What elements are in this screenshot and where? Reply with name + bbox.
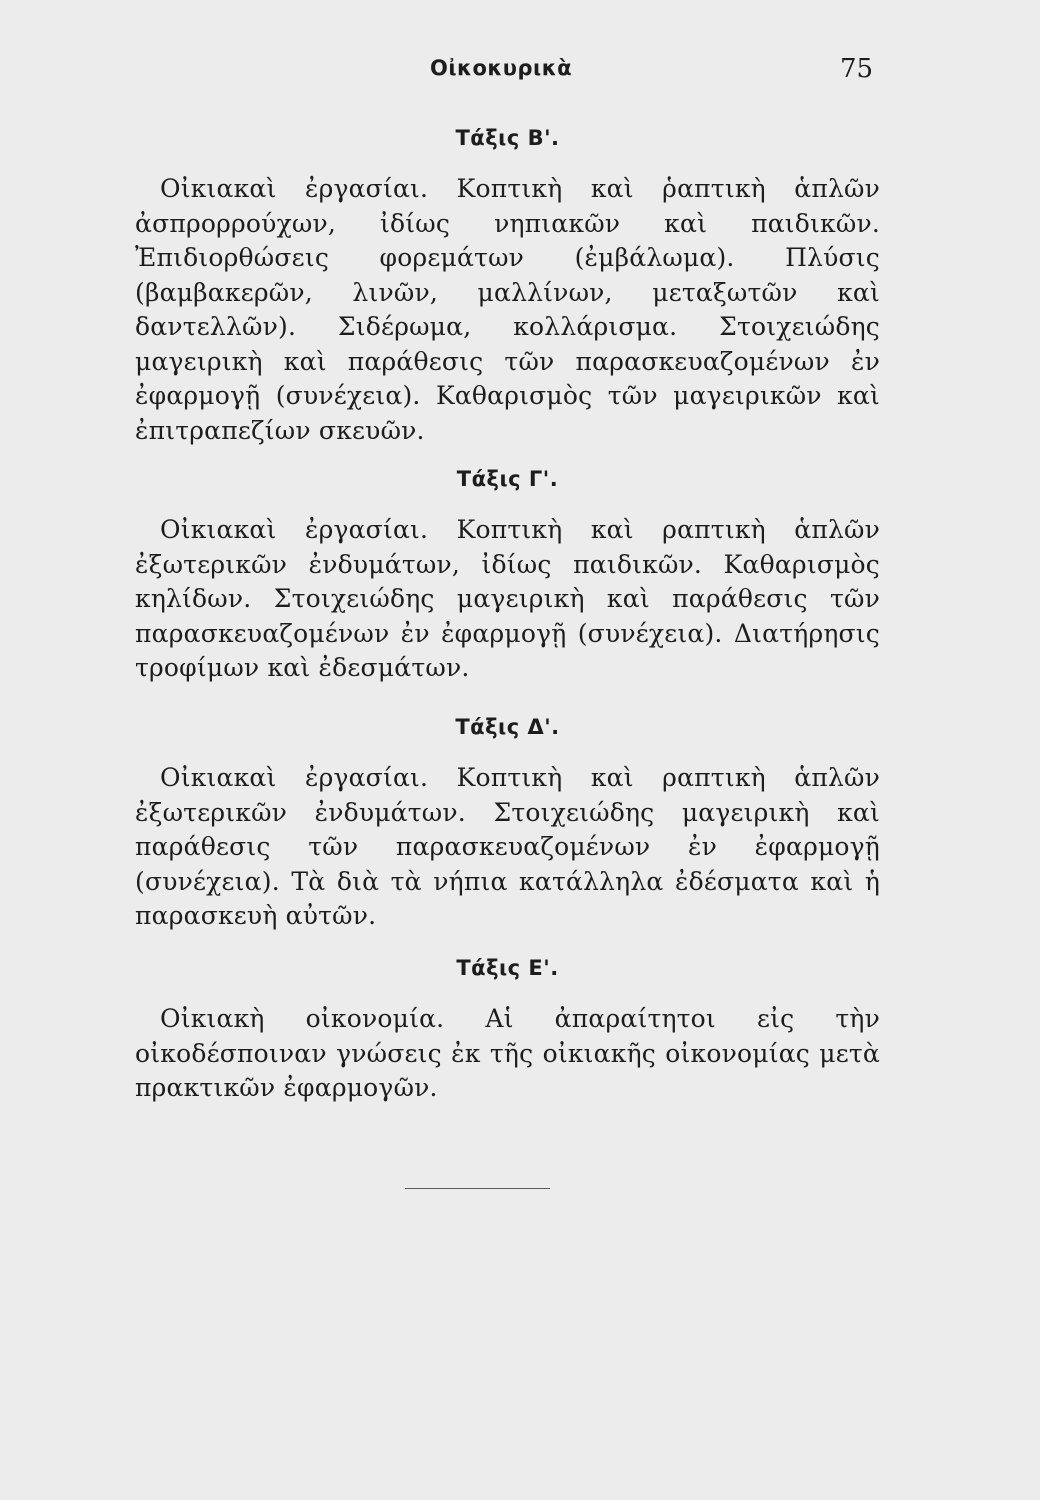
- section-paragraph: Οἰκιακὴ οἰκονομία. Αἱ ἀπαραίτητοι εἰς τὴν οἰκοδέσποιναν γνώσεις ἐκ τῆς οἰκιακῆς οἰκονομίας μετὰ πρακτικῶν ἐφαρμογῶν.: [135, 1004, 880, 1102]
- section-paragraph: Οἰκιακαὶ ἐργασίαι. Κοπτικὴ καὶ ραπτικὴ ἁπλῶν ἐξωτερικῶν ἐνδυμάτων. Στοιχειώδης μαγειρικὴ καὶ παράθεσις τῶν παρασκευαζομένων ἐν ἐφαρμογῇ (συνέχεια). Τὰ διὰ τὰ νήπια κατάλληλα ἐδέσματα καὶ ἡ παρασκευὴ αὐτῶν.: [135, 763, 880, 930]
- section-heading: Τάξις Δ'.: [455, 715, 560, 739]
- running-title: Οἰκοκυρικὰ: [430, 56, 573, 80]
- section-taxis-b: [135, 126, 880, 448]
- running-header: [0, 56, 1040, 90]
- section-paragraph: Οἰκιακαὶ ἐργασίαι. Κοπτικὴ καὶ ραπτικὴ ἁπλῶν ἐξωτερικῶν ἐνδυμάτων, ἰδίως παιδικῶν. Καθαρισμὸς κηλίδων. Στοιχειώδης μαγειρικὴ καὶ παράθεσις τῶν παρασκευαζομένων ἐν ἐφαρμογῇ (συνέχεια). Διατήρησις τροφίμων καὶ ἐδεσμάτων.: [135, 515, 880, 682]
- section-heading: Τάξις Ε'.: [456, 956, 559, 980]
- section-heading: Τάξις Γ'.: [456, 467, 559, 491]
- page-number: 75: [840, 54, 874, 84]
- end-rule-divider: [405, 1188, 550, 1189]
- section-taxis-e: [135, 956, 880, 1106]
- section-paragraph: Οἰκιακαὶ ἐργασίαι. Κοπτικὴ καὶ ῥαπτικὴ ἁπλῶν ἀσπρορρούχων, ἰδίως νηπιακῶν καὶ παιδικῶν. Ἐπιδιορθώσεις φορεμάτων (ἐμβάλωμα). Πλύσις (βαμβακερῶν, λινῶν, μαλλίνων, μεταξωτῶν καὶ δαντελλῶν). Σιδέρωμα, κολλάρισμα. Στοιχειώδης μαγειρικὴ καὶ παράθεσις τῶν παρασκευαζομένων ἐν ἐφαρμογῇ (συνέχεια). Καθαρισμὸς τῶν μαγειρικῶν καὶ ἐπιτραπεζίων σκευῶν.: [135, 174, 880, 445]
- section-taxis-d: [135, 715, 880, 934]
- section-taxis-g: [135, 467, 880, 686]
- section-heading: Τάξις Β'.: [455, 126, 560, 150]
